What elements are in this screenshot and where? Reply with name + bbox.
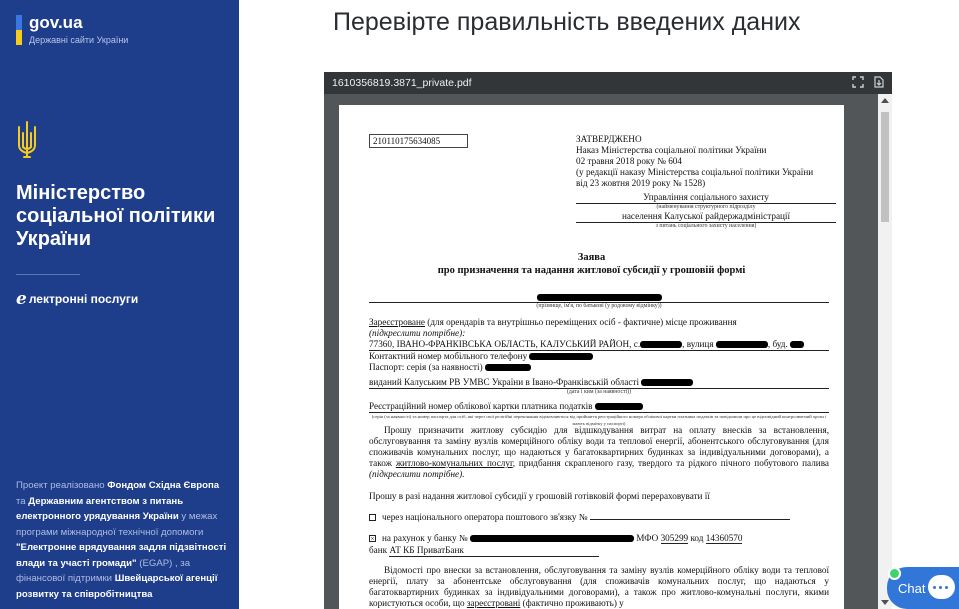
chat-label: Chat (898, 580, 926, 596)
ukraine-flag-icon (16, 15, 22, 45)
pdf-page (339, 105, 844, 609)
bank-name-line: банк АТ КБ ПриватБанк (369, 545, 599, 557)
pdf-toolbar (324, 72, 892, 94)
postal-checkbox (369, 514, 376, 521)
swiss-agency-link[interactable]: Швейцарської агенції розвитку та співробітництва (16, 573, 218, 600)
payment-method-text: Прошу в разі надання житлової субсидії у грошовій готівковій формі перераховувати її (369, 491, 710, 501)
bank-account-option: × на рахунок у банку № МФО 305299 код 14360570 (370, 533, 743, 544)
e-services-icon: е (16, 289, 27, 309)
trident-emblem-icon (16, 121, 38, 158)
document-title: Заява про призначення та надання житлової субсидії у грошовій формі (437, 252, 746, 276)
chat-button[interactable] (887, 567, 959, 609)
govua-logo-link[interactable] (16, 14, 128, 45)
chat-bubble-icon (928, 575, 955, 599)
issued-line: виданий Калуським РВ УМВС України в Івано-Франківській області (дата і ким (за наявності)) (369, 377, 829, 396)
govua-site-name: gov.ua (29, 13, 83, 32)
sidebar-divider (16, 274, 80, 275)
fullscreen-icon[interactable] (852, 76, 864, 89)
tax-number-line: Реєстраційний номер облікової картки платника податків (серія (за наявності) та номер паспорта для осіб, які через свої релігійні переконання відмовляються від прийняття реєстраційного номера облікової картки платника податків та повідомили про це відповідний контролюючий орган і мають відмітку у паспорті) (369, 401, 829, 427)
project-info: Проект реалізовано Фондом Східна Європа та Державним агентством з питань електронного урядування України у межах програми міжнародної технічної допомоги "Електронне врядування задля підзвітності влади та участі громади" (EGAP) , за фінансової підтримки Швейцарської агенції розвитку та співробітництва (16, 480, 227, 600)
ministry-name: Міністерство соціальної політики України (16, 182, 216, 250)
approval-block: ЗАТВЕРДЖЕНО Наказ Міністерства соціальної політики України 02 травня 2018 року № 604 (у редакції наказу Міністерства соціальної політики України від 23 жовтня 2019 року № 1528) Управління соціального захисту (найменування структурного підрозділу населення Калуської райдержадміністрації з питань соціального захисту населення) (576, 134, 836, 230)
info-paragraph: Відомості про внески за встановлення, обслуговування та заміну вузлів комерційного обліку води та теплової енергії, плату за абонентське обслуговування (для споживачів комунальних послуг, що надаються у багатоквартирних будинках за індивідуальними договорами), а також про житлово-комунальні послуги, якими користуються особи, що зареєстровані (фактично проживають) у (369, 565, 829, 608)
request-paragraph: Прошу призначити житлову субсидію для відшкодування витрат на оплату внесків за встановлення, обслуговування та заміну вузлів комерційного обліку води та теплової енергії, абонентського обслуговування (для споживачів комунальних послуг, що надаються у багатоквартирних будинках за індивідуальними договорами), а також житлово-комунальних послуг, придбання скрапленого газу, твердого та рідкого пічного побутового палива (підкреслити потрібне). (369, 425, 829, 479)
applicant-name-line: (прізвище, ім'я, по батькові (у родовому відмінку)) (369, 292, 829, 310)
application-number: 210110175634085 (369, 134, 468, 148)
bank-checkbox-checked: × (370, 535, 375, 544)
govua-site-subtitle: Державні сайти України (29, 35, 129, 45)
scroll-down-icon[interactable] (881, 600, 889, 605)
agency-link[interactable]: Державним агентством з питань електронного урядування України (16, 495, 184, 522)
online-status-indicator (888, 567, 901, 580)
sidebar (0, 0, 239, 609)
postal-option: через національного оператора поштового зв'язку № (369, 512, 790, 523)
pdf-filename: 1610356819.3871_private.pdf (332, 77, 472, 89)
scrollbar-thumb[interactable] (881, 112, 889, 222)
address-block: Зареєстроване (для орендарів та внутрішньо переміщених осіб - фактичне) місце проживання (підкреслити потрібне): 77360, ІВАНО-ФРАНКІВСЬКА ОБЛАСТЬ, КАЛУСЬКИЙ РАЙОН, с. , вулиця , буд. (369, 317, 829, 351)
main-content (239, 0, 959, 609)
egap-program-link[interactable]: "Електронне врядування задля підзвітності влади та участі громади" (16, 542, 227, 569)
pdf-viewer[interactable] (324, 72, 892, 609)
phone-line: Контактний номер мобільного телефону (369, 351, 593, 362)
eservices-link[interactable] (16, 289, 139, 309)
passport-line: Паспорт: серія (за наявності) (369, 362, 531, 373)
download-icon[interactable] (874, 76, 886, 89)
scroll-up-icon[interactable] (881, 98, 889, 103)
fund-link[interactable]: Фондом Східна Європа (107, 480, 220, 491)
eservices-label: лектронні послуги (28, 292, 139, 306)
pdf-scrollbar[interactable] (878, 94, 892, 609)
page-title: Перевірте правильність введених даних (333, 8, 801, 36)
